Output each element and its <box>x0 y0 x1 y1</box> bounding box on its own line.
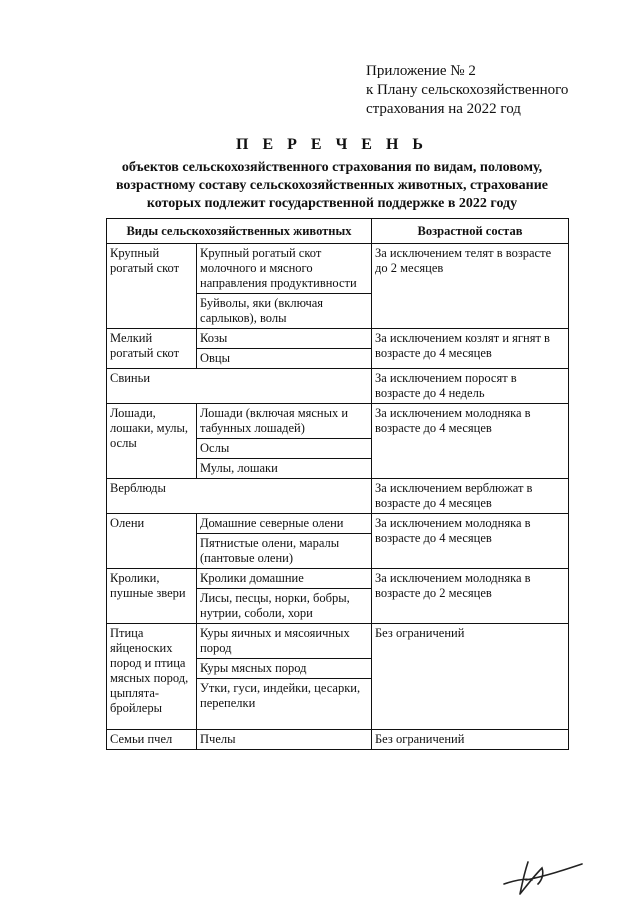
subtype-cell: Лисы, песцы, норки, бобры, нутрии, соболи, хори <box>197 589 372 624</box>
header-age: Возрастной состав <box>372 219 569 244</box>
document-subtitle-line: возрастному составу сельскохозяйственных животных, страхование <box>115 178 549 193</box>
subtype-cell: Козы <box>197 329 372 349</box>
table-row <box>107 730 569 750</box>
age-cell: За исключением телят в возрасте до 2 месяцев <box>372 244 569 329</box>
table-row <box>107 624 569 659</box>
handwritten-signature <box>498 840 588 900</box>
table-row <box>107 404 569 439</box>
group-cell: Семьи пчел <box>107 730 197 750</box>
subtype-cell: Куры яичных и мясояичных пород <box>197 624 372 659</box>
annex-line: Приложение № 2 <box>366 63 476 79</box>
age-cell: Без ограничений <box>372 730 569 750</box>
group-cell: Олени <box>107 514 197 569</box>
group-cell: Мелкий рогатый скот <box>107 329 197 369</box>
age-cell: Без ограничений <box>372 624 569 730</box>
age-cell: За исключением молодняка в возрасте до 4 месяцев <box>372 404 569 479</box>
subtype-cell: Ослы <box>197 439 372 459</box>
document-subtitle-line: объектов сельскохозяйственного страхования по видам, половому, <box>121 160 543 175</box>
document-subtitle-line: которых подлежит государственной поддержке в 2022 году <box>146 196 518 211</box>
table-header-row <box>107 219 569 244</box>
subtype-cell: Утки, гуси, индейки, цесарки, перепелки <box>197 679 372 730</box>
annex-line: к Плану сельскохозяйственного <box>366 82 569 98</box>
group-cell: Свиньи <box>107 369 372 404</box>
subtype-cell: Буйволы, яки (включая сарлыков), волы <box>197 294 372 329</box>
group-cell: Птица яйценоских пород и птица мясных пород, цыплята-бройлеры <box>107 624 197 730</box>
subtype-cell: Пятнистые олени, маралы (пантовые олени) <box>197 534 372 569</box>
subtype-cell: Лошади (включая мясных и табунных лошадей) <box>197 404 372 439</box>
document-title: П Е Р Е Ч Е Н Ь <box>236 136 428 153</box>
subtype-cell: Крупный рогатый скот молочного и мясного направления продуктивности <box>197 244 372 294</box>
livestock-table <box>106 218 569 750</box>
subtype-cell: Овцы <box>197 349 372 369</box>
header-species: Виды сельскохозяйственных животных <box>107 219 372 244</box>
table-row <box>107 569 569 589</box>
table-row <box>107 369 569 404</box>
age-cell: За исключением поросят в возрасте до 4 недель <box>372 369 569 404</box>
table-row <box>107 244 569 294</box>
group-cell: Кролики, пушные звери <box>107 569 197 624</box>
subtype-cell: Куры мясных пород <box>197 659 372 679</box>
table-row <box>107 514 569 534</box>
group-cell: Лошади, лошаки, мулы, ослы <box>107 404 197 479</box>
subtype-cell: Кролики домашние <box>197 569 372 589</box>
age-cell: За исключением козлят и ягнят в возрасте до 4 месяцев <box>372 329 569 369</box>
annex-reference <box>366 62 568 119</box>
table-row <box>107 479 569 514</box>
annex-line: страхования на 2022 год <box>366 101 521 117</box>
subtype-cell: Пчелы <box>197 730 372 750</box>
subtype-cell: Мулы, лошаки <box>197 459 372 479</box>
subtype-cell: Домашние северные олени <box>197 514 372 534</box>
group-cell: Крупный рогатый скот <box>107 244 197 329</box>
table-row <box>107 329 569 349</box>
document-heading <box>88 136 576 213</box>
group-cell: Верблюды <box>107 479 372 514</box>
age-cell: За исключением молодняка в возрасте до 2 месяцев <box>372 569 569 624</box>
age-cell: За исключением молодняка в возрасте до 4 месяцев <box>372 514 569 569</box>
age-cell: За исключением верблюжат в возрасте до 4 месяцев <box>372 479 569 514</box>
